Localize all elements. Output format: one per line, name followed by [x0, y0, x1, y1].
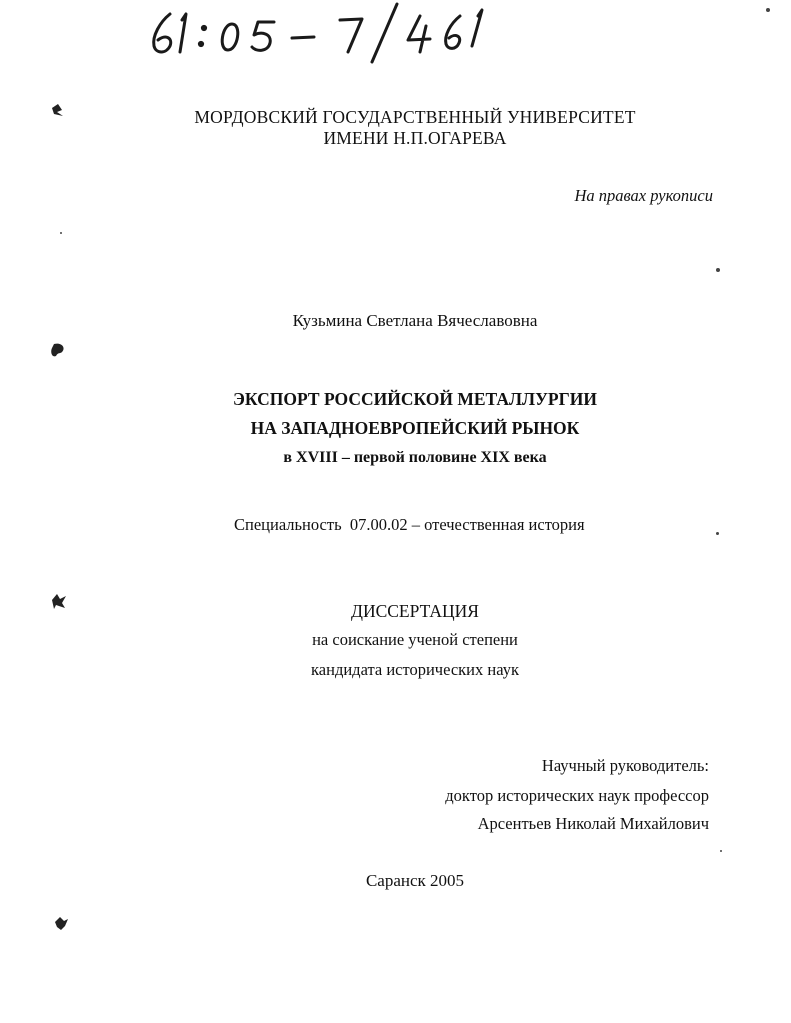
- rights-note: На правах рукописи: [574, 186, 713, 205]
- thesis-title-period: в XVIII – первой половине XIX века: [283, 449, 547, 466]
- supervisor-label: Научный руководитель:: [541, 756, 709, 775]
- handwritten-archive-code: [142, 0, 512, 70]
- dissertation-heading: ДИССЕРТАЦИЯ: [351, 601, 479, 621]
- scan-mark-3: [48, 590, 70, 612]
- scan-mark-1: [48, 100, 68, 120]
- scan-speck: [720, 850, 722, 852]
- scan-mark-2: [48, 340, 70, 362]
- scan-speck: [60, 232, 62, 234]
- specialty: Специальность 07.00.02 – отечественная история: [234, 515, 585, 534]
- dissertation-degree-line2: кандидата исторических наук: [311, 660, 519, 679]
- place-year: Саранск 2005: [365, 871, 465, 890]
- university-name-line2: ИМЕНИ Н.П.ОГАРЕВА: [323, 128, 507, 148]
- thesis-title-line2: НА ЗАПАДНОЕВРОПЕЙСКИЙ РЫНОК: [250, 418, 580, 438]
- scan-speck: [716, 268, 720, 272]
- author-name: Кузьмина Светлана Вячеславовна: [292, 311, 538, 330]
- supervisor-degree: доктор исторических наук профессор: [445, 786, 709, 805]
- thesis-title-line1: ЭКСПОРТ РОССИЙСКОЙ МЕТАЛЛУРГИИ: [233, 389, 597, 409]
- university-name-line1: МОРДОВСКИЙ ГОСУДАРСТВЕННЫЙ УНИВЕРСИТЕТ: [194, 107, 636, 127]
- scan-speck: [716, 532, 719, 535]
- scan-mark-4: [50, 912, 72, 934]
- supervisor-name: Арсентьев Николай Михайлович: [477, 814, 709, 833]
- dissertation-degree-line1: на соискание ученой степени: [312, 630, 518, 649]
- scan-speck: [766, 8, 770, 12]
